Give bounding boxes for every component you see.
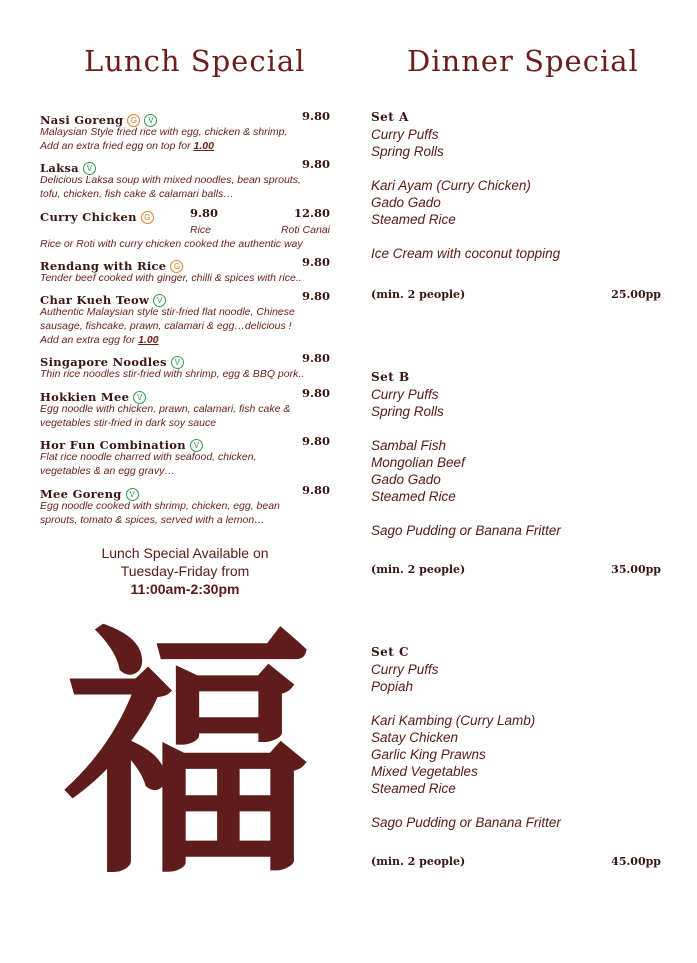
dinner-set-title: Set C (371, 645, 410, 659)
dinner-set-dish: Mongolian Beef (371, 455, 465, 470)
lunch-item-extra (40, 139, 330, 153)
lunch-item-name: Laksa (40, 161, 79, 175)
dinner-set-dish: Curry Puffs (371, 662, 439, 677)
vegetarian-option-icon: V (153, 294, 166, 307)
dinner-set-price: 35.00pp (611, 563, 661, 576)
lunch-item-description: Malaysian Style fried rice with egg, chicken & shrimp. (40, 126, 288, 138)
dinner-set-dish: Kari Ayam (Curry Chicken) (371, 178, 531, 193)
extra-text: Add an extra egg for (40, 334, 139, 346)
lunch-item-name: Char Kueh Teow (40, 293, 150, 307)
price-sublabel: Rice (190, 224, 212, 236)
vegetarian-option-icon: V (144, 114, 157, 127)
lunch-item (40, 157, 330, 201)
lunch-item-price: 9.80 (301, 255, 330, 269)
availability-hours: 11:00am-2:30pm (130, 581, 240, 597)
dinner-set-minimum: (min. 2 people) (371, 855, 466, 868)
extra-price: 1.00 (138, 334, 159, 346)
lunch-item-price: 9.80 (301, 109, 330, 123)
dinner-set-dish: Ice Cream with coconut topping (371, 246, 561, 261)
lunch-item-price: 9.80 (301, 434, 330, 448)
dinner-set-dish: Mixed Vegetables (371, 764, 478, 779)
lunch-item-name: Singapore Noodles (40, 355, 167, 369)
lunch-item (40, 255, 330, 285)
lunch-item-description: Thin rice noodles stir-fried with shrimp, egg & BBQ pork.. (40, 368, 305, 380)
dinner-set-dish: Kari Kambing (Curry Lamb) (371, 713, 536, 728)
fortune-glyph: 福 (63, 600, 313, 910)
lunch-item (40, 434, 330, 478)
lunch-item-extra (40, 333, 330, 347)
dinner-set-dish: Popiah (371, 679, 414, 694)
lunch-item-name: Rendang with Rice (40, 259, 167, 273)
dinner-set-footer (371, 855, 661, 868)
lunch-item (40, 206, 330, 251)
lunch-item-name: Nasi Goreng (40, 113, 124, 127)
lunch-item-price: 9.80 (301, 157, 330, 171)
lunch-item-description: sausage, fishcake, prawn, calamari & egg…delicious ! (40, 320, 292, 332)
dinner-set-dish: Garlic King Prawns (371, 747, 486, 762)
dinner-set-title: Set B (371, 370, 410, 384)
lunch-item-description: sprouts, tomato & spices, served with a lemon… (40, 514, 265, 526)
dinner-set-dish: Satay Chicken (371, 730, 459, 745)
dinner-set-dish: Sambal Fish (371, 438, 447, 453)
dinner-set-dish: Sago Pudding or Banana Fritter (371, 523, 561, 538)
set-spacer (371, 797, 661, 814)
lunch-item-description: tofu, chicken, fish cake & calamari balls… (40, 188, 234, 200)
lunch-item-name: Mee Goreng (40, 487, 122, 501)
lunch-item (40, 483, 330, 527)
lunch-item-price-roti: 12.80 (293, 206, 330, 220)
lunch-item (40, 351, 330, 381)
lunch-item (40, 386, 330, 430)
dinner-set-footer (371, 288, 661, 301)
lunch-item-description: Egg noodle cooked with shrimp, chicken, egg, bean (40, 500, 280, 512)
availability-line: Tuesday-Friday from (120, 563, 250, 579)
lunch-item-price: 9.80 (301, 351, 330, 365)
dinner-set (371, 110, 661, 262)
lunch-item-description: Flat rice noodle charred with seafood, chicken, (40, 451, 257, 463)
dinner-set-dish: Steamed Rice (371, 212, 456, 227)
lunch-item-description: Tender beef cooked with ginger, chilli & spices with rice.. (40, 272, 302, 284)
lunch-item-name: Curry Chicken (40, 210, 137, 224)
price-sublabel: Roti Canai (280, 224, 330, 236)
dinner-set-dish: Curry Puffs (371, 387, 439, 402)
dinner-set-minimum: (min. 2 people) (371, 563, 466, 576)
lunch-item-description: Authentic Malaysian style stir-fried flat noodle, Chinese (40, 306, 295, 318)
lunch-heading: Lunch Special (84, 44, 306, 78)
lunch-item (40, 109, 330, 153)
dinner-set-price: 45.00pp (611, 855, 661, 868)
dinner-set-dish: Gado Gado (371, 472, 441, 487)
set-spacer (371, 695, 661, 712)
vegetarian-option-icon: V (133, 391, 146, 404)
dinner-heading: Dinner Special (407, 44, 639, 78)
lunch-availability (40, 544, 330, 598)
dinner-set-dish: Sago Pudding or Banana Fritter (371, 815, 561, 830)
dinner-set-dish: Curry Puffs (371, 127, 439, 142)
gluten-free-icon: G (127, 114, 140, 127)
dinner-set (371, 370, 661, 539)
dinner-set-title: Set A (371, 110, 409, 124)
dinner-set-dish: Spring Rolls (371, 144, 444, 159)
lunch-item-price: 9.80 (301, 386, 330, 400)
dinner-set-dish: Steamed Rice (371, 489, 456, 504)
vegetarian-option-icon: V (126, 488, 139, 501)
vegetarian-option-icon: V (190, 439, 203, 452)
dinner-set-minimum: (min. 2 people) (371, 288, 466, 301)
vegetarian-option-icon: V (83, 162, 96, 175)
lunch-item-price: 9.80 (301, 483, 330, 497)
set-spacer (371, 420, 661, 437)
availability-line: Lunch Special Available on (101, 545, 269, 561)
dinner-set-dish: Gado Gado (371, 195, 441, 210)
set-spacer (371, 505, 661, 522)
set-spacer (371, 160, 661, 177)
dinner-set-dish: Steamed Rice (371, 781, 456, 796)
lunch-item-description: Delicious Laksa soup with mixed noodles, bean sprouts, (40, 174, 301, 186)
extra-price: 1.00 (193, 140, 214, 152)
vegetarian-option-icon: V (171, 356, 184, 369)
extra-text: Add an extra fried egg on top for (40, 140, 194, 152)
lunch-item-description: Rice or Roti with curry chicken cooked the authentic way (40, 238, 303, 250)
dinner-set-dish: Spring Rolls (371, 404, 444, 419)
dinner-set-footer (371, 563, 661, 576)
lunch-item-price: 9.80 (301, 289, 330, 303)
lunch-item-name: Hokkien Mee (40, 390, 130, 404)
gluten-free-icon: G (141, 211, 154, 224)
gluten-free-icon: G (170, 260, 183, 273)
dinner-set-price: 25.00pp (611, 288, 661, 301)
dinner-set (371, 645, 661, 831)
lunch-item-price-rice: 9.80 (190, 206, 219, 220)
lunch-item-name: Hor Fun Combination (40, 438, 186, 452)
lunch-item-description: Egg noodle with chicken, prawn, calamari, fish cake & (40, 403, 291, 415)
lunch-item (40, 289, 330, 347)
lunch-item-description: vegetables & an egg gravy… (40, 465, 175, 477)
fortune-calligraphy (48, 600, 328, 910)
set-spacer (371, 228, 661, 245)
lunch-item-description: vegetables stir-fried in dark soy sauce (40, 417, 217, 429)
